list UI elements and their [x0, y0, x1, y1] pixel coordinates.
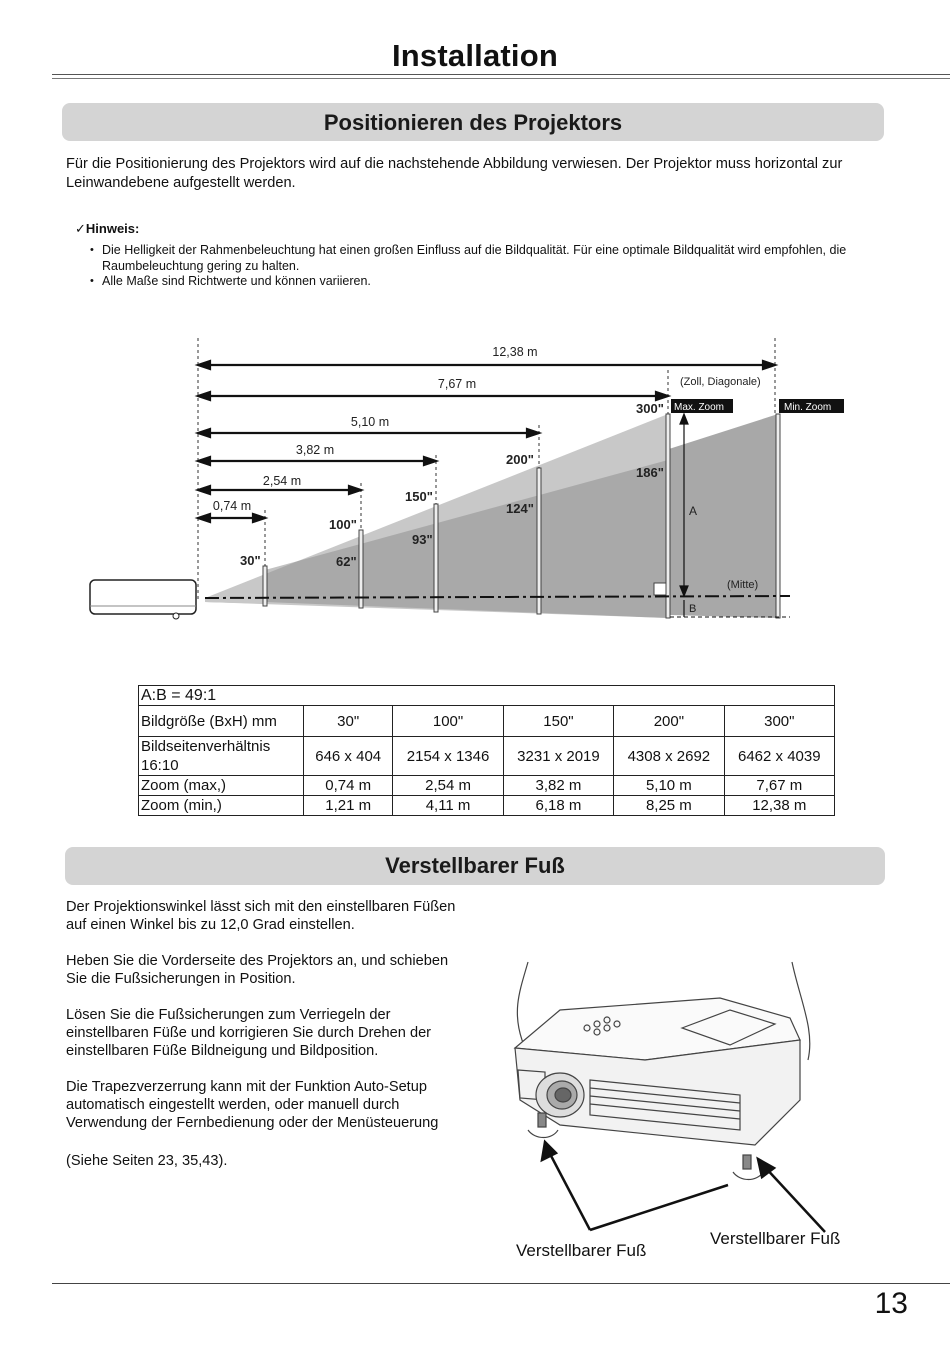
screen-300-max: [666, 414, 670, 618]
hint-item: • Alle Maße sind Richtwerte und können variieren.: [90, 274, 850, 290]
paragraph: Die Trapezverzerrung kann mit der Funktion Auto-Setup automatisch eingestellt werden, oder manuell durch Verwendung der Fernbedienung oder der Menüsteuerung: [66, 1079, 439, 1131]
distance-label: 5,10 m: [350, 415, 390, 429]
screen-300-min: [776, 414, 780, 618]
distance-label: 12,38 m: [492, 345, 538, 359]
screen-150: [434, 504, 438, 612]
screen-size-label: 300": [636, 401, 664, 416]
distance-label: 3,82 m: [295, 443, 335, 457]
section-heading-positioning: Positionieren des Projektors: [62, 103, 884, 141]
size-cell: 100": [393, 706, 503, 737]
projection-inner-area: [262, 460, 668, 618]
zoom-max-cell: 0,74 m: [304, 776, 393, 796]
zoom-min-cell: 6,18 m: [503, 796, 613, 816]
min-zoom-label: Min. Zoom: [784, 402, 832, 413]
zoom-max-cell: 2,54 m: [393, 776, 503, 796]
header-rule: [52, 74, 950, 75]
aspect-label-cell: [139, 737, 304, 776]
zoom-max-cell: 3,82 m: [503, 776, 613, 796]
screen-size-label: 62": [336, 554, 357, 569]
screen-size-label: 93": [412, 532, 433, 547]
paragraph: Der Projektionswinkel lässt sich mit den einstellbaren Füßen auf einen Winkel bis zu 12,0 Grad einstellen.: [66, 899, 456, 933]
screen-30: [263, 566, 267, 606]
aspect-label: Bildseitenverhältnis: [141, 738, 271, 755]
size-cell: 300": [724, 706, 834, 737]
zoom-min-label: Zoom (min,): [139, 796, 304, 816]
distance-label: 2,54 m: [262, 474, 302, 488]
dimension-a-label: A: [689, 504, 698, 518]
dimension-b-label: B: [689, 603, 697, 615]
screen-size-label: 30": [240, 553, 261, 568]
page-number: 13: [874, 1287, 908, 1320]
size-cell: 200": [614, 706, 724, 737]
ratio-cell: A:B = 49:1: [139, 686, 835, 706]
hint-list: [90, 243, 850, 290]
zoom-min-cell: 1,21 m: [304, 796, 393, 816]
max-zoom-label: Max. Zoom: [674, 402, 725, 413]
paragraph: (Siehe Seiten 23, 35,43).: [66, 1153, 228, 1169]
section-heading-adjustable-foot: Verstellbarer Fuß: [65, 847, 885, 885]
aspect-ratio: 16:10: [141, 757, 179, 774]
page-title: Installation: [391, 38, 559, 73]
throw-distance-diagram: [80, 330, 870, 630]
dimension-cell: 6462 x 4039: [724, 737, 834, 776]
size-cell: 150": [503, 706, 613, 737]
screen-size-label: 200": [506, 452, 534, 467]
projector-illustration: [500, 960, 860, 1240]
size-label-cell: Bildgröße (BxH) mm: [139, 706, 304, 737]
center-label: (Mitte): [727, 579, 759, 591]
header-rule-secondary: [52, 78, 950, 79]
dimension-cell: 4308 x 2692: [614, 737, 724, 776]
diagonal-note: (Zoll, Diagonale): [680, 376, 761, 388]
screen-size-label: 186": [636, 465, 664, 480]
paragraph: Lösen Sie die Fußsicherungen zum Verriegeln der einstellbaren Füße und korrigieren Sie durch Drehen der einstellbaren Füße Bildneigung und Bildposition.: [66, 1007, 432, 1059]
dimension-cell: 2154 x 1346: [393, 737, 503, 776]
screen-size-label: 100": [329, 517, 357, 532]
dimension-cell: 3231 x 2019: [503, 737, 613, 776]
size-cell: 30": [304, 706, 393, 737]
hint-item: • Die Helligkeit der Rahmenbeleuchtung hat einen großen Einfluss auf die Bildqualität. Für eine optimale Bildqualität wird empfohlen, die Raumbeleuchtung gering zu halten.: [90, 243, 850, 274]
zoom-max-cell: 7,67 m: [724, 776, 834, 796]
paragraph: Heben Sie die Vorderseite des Projektors an, und schieben Sie die Fußsicherungen in Position.: [66, 953, 449, 987]
intro-text: Für die Positionierung des Projektors wird auf die nachstehende Abbildung verwiesen. Der Projektor muss horizontal zur Leinwandebene aufgestellt werden.: [66, 156, 843, 191]
distance-label: 7,67 m: [437, 377, 477, 391]
zoom-min-cell: 4,11 m: [393, 796, 503, 816]
distance-label: 0,74 m: [212, 499, 252, 513]
zoom-min-cell: 8,25 m: [614, 796, 724, 816]
throw-distance-table: [138, 685, 835, 816]
zoom-max-cell: 5,10 m: [614, 776, 724, 796]
hint-title: ✓Hinweis:: [75, 221, 140, 236]
foot-label-right: Verstellbarer Fuß: [710, 1229, 841, 1248]
screen-size-label: 124": [506, 501, 534, 516]
dimension-cell: 646 x 404: [304, 737, 393, 776]
screen-200: [537, 468, 541, 614]
footer-rule: [52, 1283, 950, 1284]
zoom-min-cell: 12,38 m: [724, 796, 834, 816]
screen-size-label: 150": [405, 489, 433, 504]
zoom-max-label: Zoom (max,): [139, 776, 304, 796]
projector-side-view: [90, 580, 196, 619]
foot-label-left: Verstellbarer Fuß: [516, 1241, 647, 1260]
screen-100: [359, 530, 363, 608]
